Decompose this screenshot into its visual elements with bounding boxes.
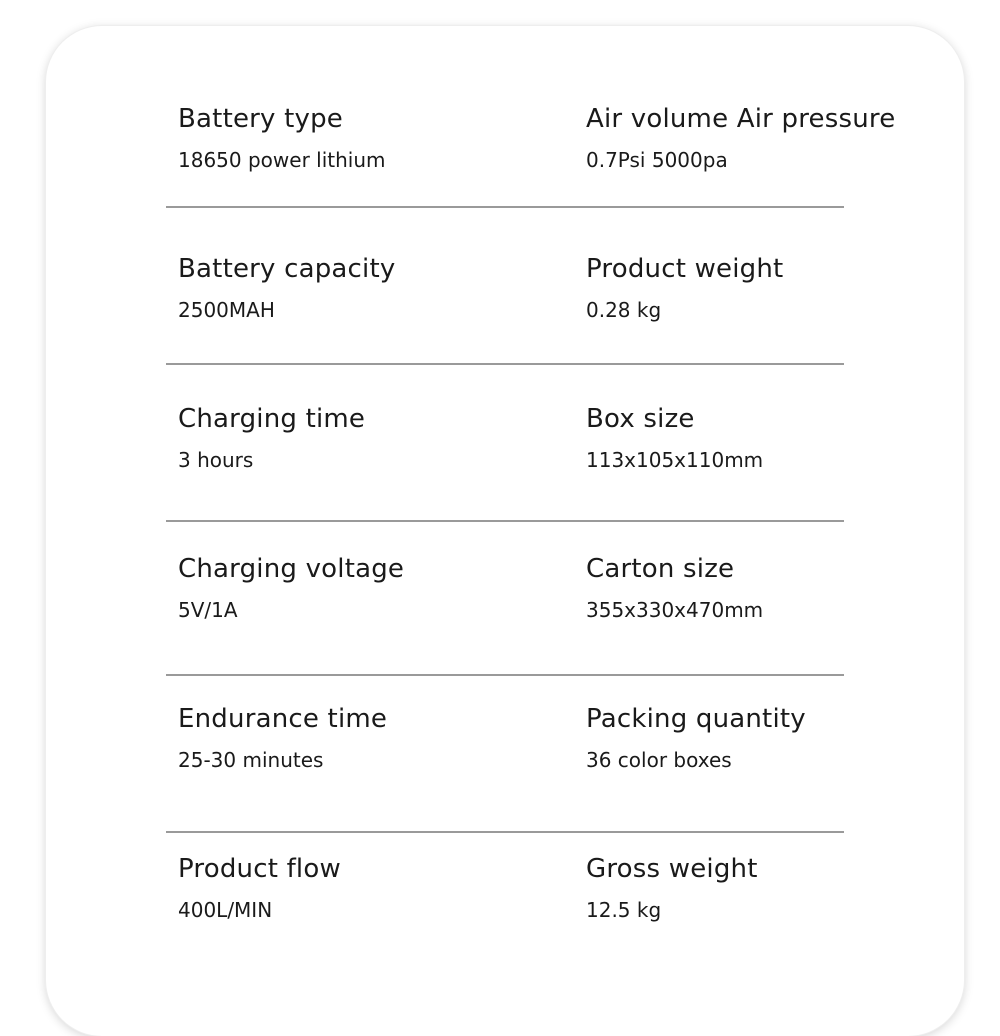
- spec-value: 5V/1A: [178, 598, 238, 622]
- row-divider: [166, 363, 844, 365]
- spec-value: 3 hours: [178, 448, 254, 472]
- spec-label: Carton size: [586, 554, 735, 584]
- spec-row: [178, 554, 898, 664]
- spec-cell: [586, 854, 986, 922]
- spec-value: 113x105x110mm: [586, 448, 764, 472]
- row-divider: [166, 831, 844, 833]
- spec-row: [178, 854, 898, 964]
- spec-label: Air volume Air pressure: [586, 104, 896, 134]
- spec-label: Product weight: [586, 254, 784, 284]
- spec-cell: [178, 404, 578, 472]
- spec-cell: [178, 554, 578, 622]
- spec-cell: [178, 254, 578, 322]
- spec-value: 36 color boxes: [586, 748, 732, 772]
- spec-label: Gross weight: [586, 854, 758, 884]
- spec-row: [178, 254, 898, 364]
- spec-value: 12.5 kg: [586, 898, 662, 922]
- spec-cell: [178, 854, 578, 922]
- spec-label: Product flow: [178, 854, 341, 884]
- spec-label: Packing quantity: [586, 704, 806, 734]
- spec-label: Box size: [586, 404, 695, 434]
- spec-value: 25-30 minutes: [178, 748, 324, 772]
- spec-cell: [586, 554, 986, 622]
- spec-value: 0.7Psi 5000pa: [586, 148, 728, 172]
- spec-label: Battery capacity: [178, 254, 396, 284]
- spec-label: Charging voltage: [178, 554, 405, 584]
- spec-label: Charging time: [178, 404, 366, 434]
- spec-value: 18650 power lithium: [178, 148, 386, 172]
- spec-label: Endurance time: [178, 704, 388, 734]
- spec-value: 0.28 kg: [586, 298, 662, 322]
- spec-cell: [586, 254, 986, 322]
- spec-row: [178, 104, 898, 214]
- spec-cell: [586, 704, 986, 772]
- spec-value: 355x330x470mm: [586, 598, 764, 622]
- row-divider: [166, 674, 844, 676]
- spec-cell: [178, 104, 578, 172]
- row-divider: [166, 520, 844, 522]
- spec-cell: [178, 704, 578, 772]
- spec-value: 2500MAH: [178, 298, 275, 322]
- spec-row: [178, 404, 898, 514]
- spec-label: Battery type: [178, 104, 343, 134]
- spec-cell: [586, 404, 986, 472]
- row-divider: [166, 206, 844, 208]
- spec-row: [178, 704, 898, 814]
- spec-cell: [586, 104, 986, 172]
- spec-value: 400L/MIN: [178, 898, 273, 922]
